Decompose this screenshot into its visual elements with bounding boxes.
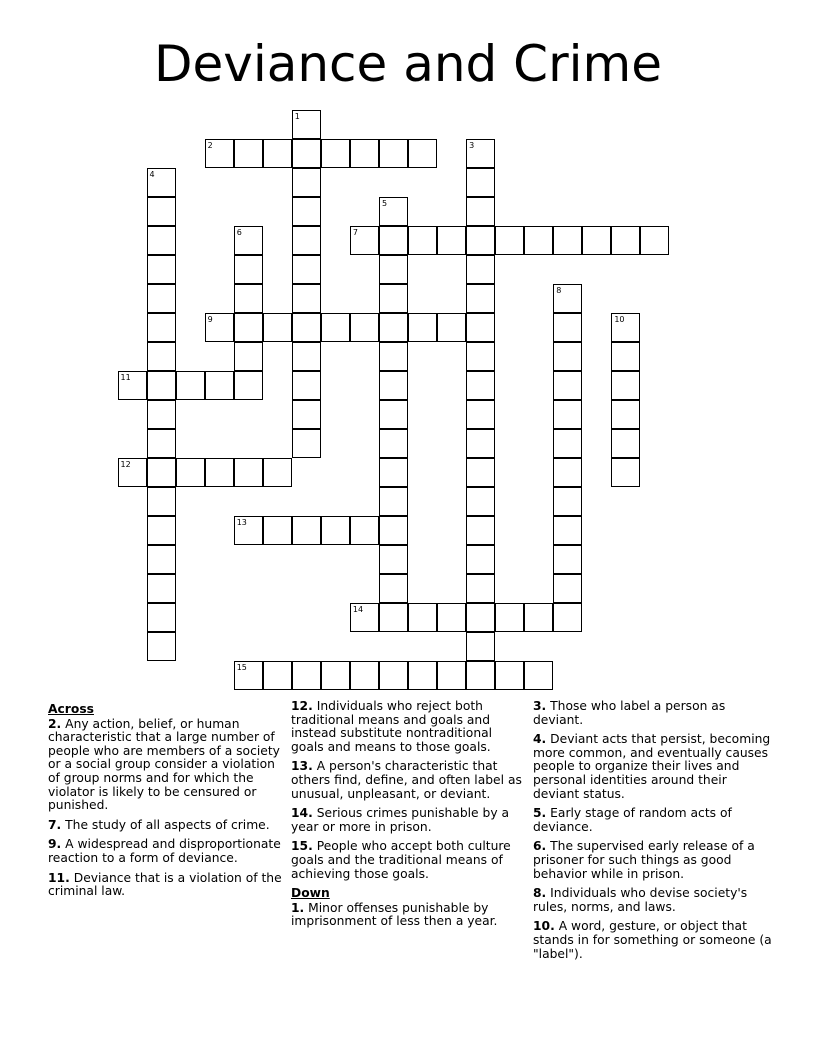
clue-down-10: 10. A word, gesture, or object that stands in for something or someone (a "label").: [533, 919, 772, 961]
grid-cell[interactable]: [466, 168, 495, 197]
grid-cell[interactable]: [234, 342, 263, 371]
grid-cell[interactable]: [408, 313, 437, 342]
grid-cell[interactable]: [321, 516, 350, 545]
clue-down-4: 4. Deviant acts that persist, becoming more common, and eventually causes people to organize their lives and personal identities around their deviant status.: [533, 732, 771, 801]
grid-cell[interactable]: [292, 284, 321, 313]
grid-cell[interactable]: [350, 661, 379, 690]
grid-cell[interactable]: [292, 139, 321, 168]
clue-across-11: 11. Deviance that is a violation of the criminal law.: [48, 870, 282, 899]
grid-cell[interactable]: [292, 371, 321, 400]
grid-cell[interactable]: [495, 226, 524, 255]
grid-cell[interactable]: [611, 342, 640, 371]
clues-column-1: [48, 700, 283, 905]
grid-cell[interactable]: [263, 661, 292, 690]
grid-cell[interactable]: [292, 226, 321, 255]
clue-down-6: 6. The supervised early release of a prisoner for such things as good behavior while in prison.: [533, 839, 755, 881]
grid-cell[interactable]: [147, 226, 176, 255]
cell-number: 1: [294, 111, 300, 121]
grid-cell[interactable]: [147, 371, 176, 400]
grid-cell[interactable]: [292, 342, 321, 371]
grid-cell[interactable]: [466, 400, 495, 429]
grid-cell[interactable]: [234, 661, 263, 690]
grid-cell[interactable]: [292, 255, 321, 284]
grid-cell[interactable]: [234, 284, 263, 313]
grid-cell[interactable]: [466, 139, 495, 168]
grid-cell[interactable]: [495, 603, 524, 632]
grid-cell[interactable]: [466, 371, 495, 400]
grid-cell[interactable]: [611, 313, 640, 342]
cell-number: 10: [614, 314, 625, 324]
clue-down-1: 1. Minor offenses punishable by imprisonment of less then a year.: [291, 900, 498, 929]
grid-cell[interactable]: [379, 545, 408, 574]
grid-cell[interactable]: [234, 371, 263, 400]
cell-number: 11: [120, 372, 131, 382]
grid-cell[interactable]: [553, 313, 582, 342]
grid-cell[interactable]: [408, 226, 437, 255]
grid-cell[interactable]: [147, 487, 176, 516]
grid-cell[interactable]: [147, 168, 176, 197]
grid-cell[interactable]: [176, 371, 205, 400]
grid-cell[interactable]: [147, 197, 176, 226]
grid-cell[interactable]: [234, 139, 263, 168]
grid-cell[interactable]: [234, 516, 263, 545]
grid-cell[interactable]: [292, 197, 321, 226]
grid-cell[interactable]: [234, 226, 263, 255]
grid-cell[interactable]: [292, 429, 321, 458]
grid-cell[interactable]: [263, 313, 292, 342]
grid-cell[interactable]: [553, 458, 582, 487]
grid-cell[interactable]: [234, 255, 263, 284]
grid-cell[interactable]: [292, 110, 321, 139]
cell-number: 15: [236, 663, 247, 673]
grid-cell[interactable]: [379, 661, 408, 690]
grid-cell[interactable]: [466, 255, 495, 284]
grid-cell[interactable]: [466, 342, 495, 371]
grid-cell[interactable]: [379, 429, 408, 458]
grid-cell[interactable]: [350, 313, 379, 342]
grid-cell[interactable]: [466, 197, 495, 226]
grid-cell[interactable]: [640, 226, 669, 255]
grid-cell[interactable]: [321, 661, 350, 690]
grid-cell[interactable]: [437, 661, 466, 690]
clue-across-12: 12. Individuals who reject both traditional means and goals and instead substitute nontraditional goals and means to those goals.: [291, 699, 493, 754]
grid-cell[interactable]: [466, 226, 495, 255]
clue-down-8: 8. Individuals who devise society's rules, norms, and laws.: [533, 886, 748, 914]
across-header: Across: [48, 702, 94, 716]
grid-cell[interactable]: [582, 226, 611, 255]
clue-across-15: 15. People who accept both culture goals and the traditional means of achieving those goals.: [291, 839, 511, 881]
grid-cell[interactable]: [147, 516, 176, 545]
grid-cell[interactable]: [379, 603, 408, 632]
grid-cell[interactable]: [379, 516, 408, 545]
cell-number: 5: [381, 198, 388, 208]
grid-cell[interactable]: [176, 458, 205, 487]
grid-cell[interactable]: [553, 429, 582, 458]
grid-cell[interactable]: [495, 661, 524, 690]
clues-column-3: [533, 700, 773, 967]
grid-cell[interactable]: [611, 458, 640, 487]
cell-number: 2: [207, 140, 213, 150]
grid-cell[interactable]: [437, 313, 466, 342]
clue-across-9: 9. A widespread and disproportionate reaction to a form of deviance.: [48, 837, 281, 865]
grid-cell[interactable]: [321, 313, 350, 342]
grid-cell[interactable]: [147, 400, 176, 429]
grid-cell[interactable]: [611, 226, 640, 255]
grid-cell[interactable]: [379, 574, 408, 603]
grid-cell[interactable]: [408, 139, 437, 168]
cell-number: 8: [556, 285, 562, 295]
grid-cell[interactable]: [379, 371, 408, 400]
clue-across-2: 2. Any action, belief, or human characteristic that a large number of people who are members of a society or a social group consider a violation of group norms and for which the violator is likely to be censured or punished.: [48, 716, 280, 813]
grid-cell[interactable]: [466, 284, 495, 313]
grid-cell[interactable]: [553, 603, 582, 632]
cell-number: 7: [352, 227, 358, 237]
grid-cell[interactable]: [408, 603, 437, 632]
grid-cell[interactable]: [147, 574, 176, 603]
grid-cell[interactable]: [553, 342, 582, 371]
grid-cell[interactable]: [350, 139, 379, 168]
grid-cell[interactable]: [524, 226, 553, 255]
cell-number: 12: [120, 460, 131, 470]
grid-cell[interactable]: [205, 458, 234, 487]
cell-number: 9: [207, 314, 213, 324]
grid-cell[interactable]: [466, 313, 495, 342]
grid-cell[interactable]: [263, 458, 292, 487]
grid-cell[interactable]: [147, 342, 176, 371]
grid-cell[interactable]: [350, 603, 379, 632]
clues-column-2: [291, 700, 523, 935]
grid-cell[interactable]: [292, 400, 321, 429]
clue-across-14: 14. Serious crimes punishable by a year or more in prison.: [291, 806, 510, 834]
grid-cell[interactable]: [466, 632, 495, 661]
grid-cell[interactable]: [466, 545, 495, 574]
grid-cell[interactable]: [553, 487, 582, 516]
grid-cell[interactable]: [147, 429, 176, 458]
grid-cell[interactable]: [553, 516, 582, 545]
grid-cell[interactable]: [466, 487, 495, 516]
grid-cell[interactable]: [263, 139, 292, 168]
grid-cell[interactable]: [147, 255, 176, 284]
grid-cell[interactable]: [466, 516, 495, 545]
grid-cell[interactable]: [379, 313, 408, 342]
grid-cell[interactable]: [379, 458, 408, 487]
grid-cell[interactable]: [553, 545, 582, 574]
grid-cell[interactable]: [553, 400, 582, 429]
grid-cell[interactable]: [379, 226, 408, 255]
grid-cell[interactable]: [234, 458, 263, 487]
clue-down-5: 5. Early stage of random acts of deviance.: [533, 806, 732, 834]
grid-cell[interactable]: [292, 313, 321, 342]
grid-cell[interactable]: [147, 632, 176, 661]
grid-cell[interactable]: [147, 545, 176, 574]
grid-cell[interactable]: [321, 139, 350, 168]
grid-cell[interactable]: [611, 429, 640, 458]
grid-cell[interactable]: [437, 603, 466, 632]
grid-cell[interactable]: [147, 458, 176, 487]
grid-cell[interactable]: [263, 516, 292, 545]
clue-across-13: 13. A person's characteristic that others find, define, and often label as unusual, unpleasant, or deviant.: [291, 759, 522, 801]
cell-number: 13: [236, 518, 247, 528]
grid-cell[interactable]: [379, 487, 408, 516]
grid-cell[interactable]: [118, 371, 147, 400]
cell-number: 6: [236, 227, 242, 237]
grid-cell[interactable]: [205, 313, 234, 342]
grid-cell[interactable]: [292, 516, 321, 545]
clue-across-7: 7. The study of all aspects of crime.: [48, 817, 270, 832]
grid-cell[interactable]: [553, 226, 582, 255]
grid-cell[interactable]: [350, 226, 379, 255]
grid-cell[interactable]: [437, 226, 466, 255]
cell-number: 4: [149, 169, 155, 179]
grid-cell[interactable]: [292, 661, 321, 690]
grid-cell[interactable]: [408, 661, 437, 690]
grid-cell[interactable]: [466, 429, 495, 458]
grid-cell[interactable]: [553, 371, 582, 400]
clue-down-3: 3. Those who label a person as deviant.: [533, 699, 726, 727]
grid-cell[interactable]: [379, 342, 408, 371]
grid-cell[interactable]: [466, 574, 495, 603]
cell-number: 14: [352, 605, 364, 615]
grid-cell[interactable]: [350, 516, 379, 545]
grid-cell[interactable]: [379, 284, 408, 313]
grid-cell[interactable]: [147, 313, 176, 342]
grid-cell[interactable]: [379, 139, 408, 168]
puzzle-title: Deviance and Crime: [153, 35, 662, 93]
grid-cell[interactable]: [147, 603, 176, 632]
grid-cell[interactable]: [466, 458, 495, 487]
grid-cell[interactable]: [524, 661, 553, 690]
grid-cell[interactable]: [553, 284, 582, 313]
cell-number: 3: [469, 140, 475, 150]
down-header: Down: [291, 886, 330, 901]
grid-cell[interactable]: [379, 400, 408, 429]
grid-cell[interactable]: [611, 371, 640, 400]
grid-cell[interactable]: [553, 574, 582, 603]
grid-cell[interactable]: [234, 313, 263, 342]
grid-cell[interactable]: [466, 603, 495, 632]
grid-cell[interactable]: [292, 168, 321, 197]
grid-cell[interactable]: [466, 661, 495, 690]
grid-cell[interactable]: [611, 400, 640, 429]
grid-cell[interactable]: [147, 284, 176, 313]
grid-cell[interactable]: [524, 603, 553, 632]
grid-cell[interactable]: [379, 197, 408, 226]
grid-cell[interactable]: [205, 139, 234, 168]
grid-cell[interactable]: [205, 371, 234, 400]
grid-cell[interactable]: [379, 255, 408, 284]
grid-cell[interactable]: [118, 458, 147, 487]
